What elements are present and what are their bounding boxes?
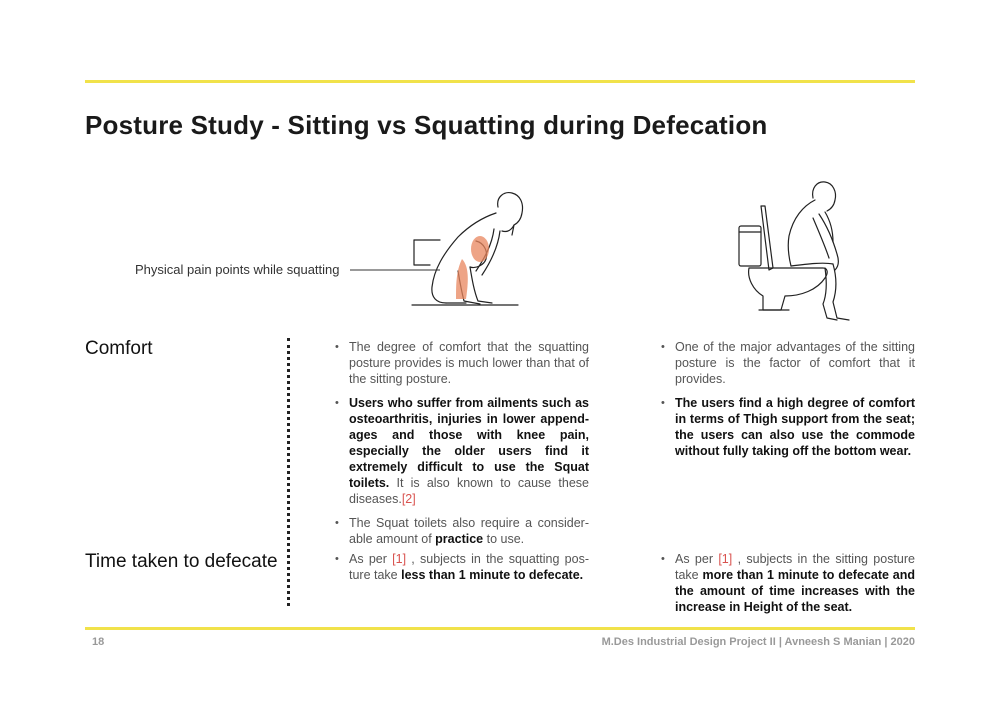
- row-label-comfort: Comfort: [85, 338, 153, 359]
- footer-credit: M.Des Industrial Design Project II | Avneesh S Manian | 2020: [601, 636, 915, 648]
- sit-time-column: [661, 551, 915, 623]
- dotted-divider: [287, 338, 290, 606]
- top-rule: [85, 80, 915, 83]
- bottom-rule: [85, 627, 915, 630]
- sitting-illustration: [733, 178, 863, 328]
- row-label-time: Time taken to defecate: [85, 551, 278, 572]
- squat-time-column: [335, 551, 589, 591]
- sit-comfort-column: [661, 339, 915, 467]
- sit-comfort-bullet-1: • One of the major advantages of the sitting posture is the factor of comfort that it provides.: [661, 339, 915, 387]
- squatting-illustration: [400, 185, 540, 325]
- callout-label: Physical pain points while squatting: [135, 262, 340, 277]
- squat-comfort-column: [335, 339, 589, 555]
- page-number: 18: [92, 636, 105, 648]
- squat-comfort-bullet-3: • The Squat toilets also require a consider-able amount of practice to use.: [335, 515, 589, 547]
- sit-comfort-bullet-2: • The users find a high degree of comfort in terms of Thigh support from the seat; the users can also use the commode without fully taking off the bottom wear.: [661, 395, 915, 459]
- squat-comfort-bullet-2: • Users who suffer from ailments such as osteoarthritis, injuries in lower append-ages and those with knee pain, especially the older users find it extremely difficult to use the Squat toilets. It is also known to cause these diseases.[2]: [335, 395, 589, 507]
- page-title: Posture Study - Sitting vs Squatting during Defecation: [85, 110, 768, 140]
- sit-time-bullet: • As per [1] , subjects in the sitting posture take more than 1 minute to defecate and the amount of time increases with the increase in Height of the seat.: [661, 551, 915, 615]
- squat-time-bullet: • As per [1] , subjects in the squatting pos-ture take less than 1 minute to defecate.: [335, 551, 589, 583]
- squat-comfort-bullet-1: • The degree of comfort that the squatting posture provides is much lower than that of the sitting posture.: [335, 339, 589, 387]
- callout-line: [350, 268, 440, 272]
